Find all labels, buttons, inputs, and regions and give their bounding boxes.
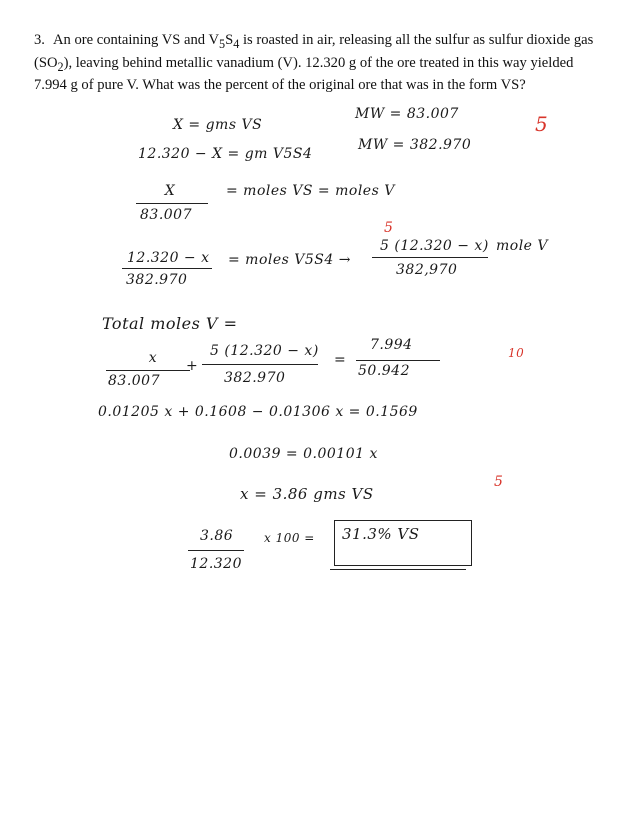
mol-v5s4-right-numerator: 5 (12.320 − x) (380, 238, 489, 254)
subscript-4: 4 (233, 36, 240, 51)
answer-underline (330, 569, 466, 570)
mol-v5s4-unit: mole V (496, 238, 549, 254)
work-expand-line: 0.01205 x + 0.1608 − 0.01306 x = 0.1569 (98, 404, 418, 420)
work-simplify-line: 0.0039 = 0.00101 x (229, 446, 378, 462)
problem-statement (34, 31, 604, 95)
fraction-bar (106, 370, 190, 371)
mol-v5s4-coefficient: 5 (384, 220, 394, 236)
problem-number: 3. (34, 32, 45, 48)
grade-score-2: 10 (508, 346, 525, 360)
eq-term2-denominator: 382.970 (224, 370, 286, 386)
fraction-bar (356, 360, 440, 361)
subscript-2: 2 (57, 59, 64, 74)
problem-text-a: An ore containing VS and V (52, 32, 220, 48)
eq-term1-numerator: x (148, 350, 158, 366)
fraction-bar (136, 203, 208, 204)
work-line1-right: MW = 83.007 (355, 106, 459, 122)
work-solve-line: x = 3.86 gms VS (240, 485, 374, 503)
mol-v5s4-denominator: 382.970 (126, 272, 188, 288)
pct-times-100: x 100 = (264, 531, 315, 545)
eq-result-denominator: 50.942 (358, 363, 410, 379)
fraction-bar (122, 268, 212, 269)
fraction-bar (188, 550, 244, 551)
pct-numerator: 3.86 (200, 528, 234, 544)
problem-text-b: is roasted in air, releasing all the sulfur as sulfur dioxide gas (SO (34, 32, 594, 71)
grade-score-3: 5 (494, 474, 504, 490)
grade-score-1: 5 (535, 112, 549, 136)
eq-plus: + (186, 358, 199, 374)
eq-term2-numerator: 5 (12.320 − x) (210, 343, 319, 359)
work-line2-right: MW = 382.970 (358, 137, 472, 153)
work-line2-left: 12.320 − X = gm V5S4 (138, 146, 313, 162)
eq-equals: = (334, 352, 347, 368)
eq-result-numerator: 7.994 (370, 337, 413, 353)
mol-v5s4-numerator: 12.320 − x (127, 250, 210, 266)
mol-vs-equation: = moles VS = moles V (226, 183, 395, 199)
subscript-5: 5 (219, 36, 226, 51)
problem-text-c: ), leaving behind metallic vanadium (V). 12.320 g of the ore treated in this way yielded 7.994 g of pure V. What was the percent of the original ore that was in the form VS? (34, 54, 574, 93)
total-moles-label: Total moles V = (102, 314, 238, 333)
final-answer: 31.3% VS (342, 525, 420, 543)
mol-vs-numerator: X (164, 183, 176, 199)
work-line1-left: X = gms VS (173, 117, 263, 133)
pct-denominator: 12.320 (190, 556, 242, 572)
eq-term1-denominator: 83.007 (108, 373, 160, 389)
problem-text-s: S (225, 32, 234, 48)
mol-v5s4-equation: = moles V5S4 → (228, 252, 351, 268)
fraction-bar (202, 364, 318, 365)
fraction-bar (372, 257, 488, 258)
mol-v5s4-right-denominator: 382,970 (396, 262, 458, 278)
mol-vs-denominator: 83.007 (140, 207, 192, 223)
